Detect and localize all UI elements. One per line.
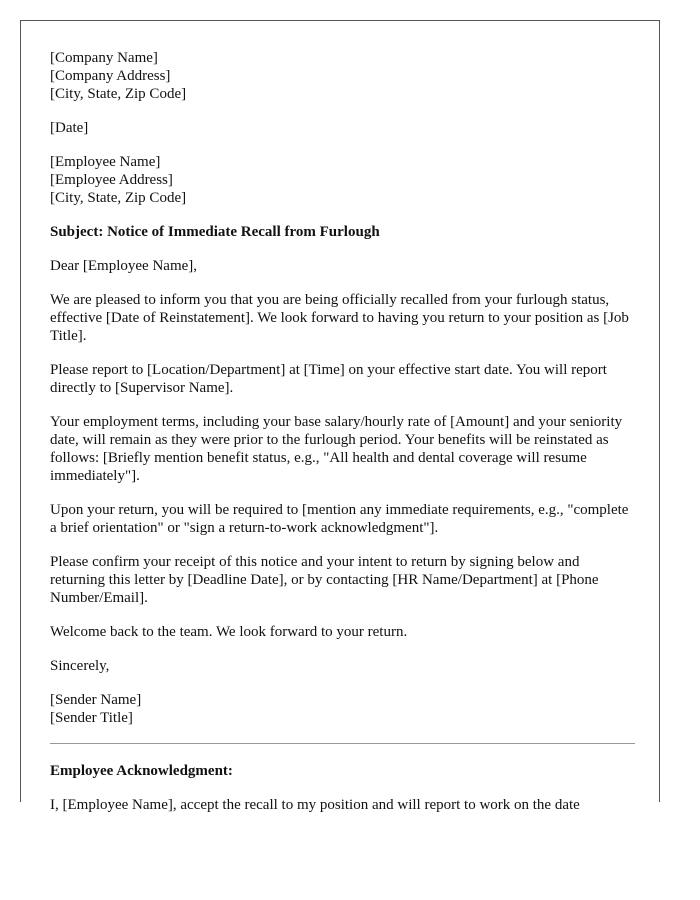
acknowledgment-text: I, [Employee Name], accept the recall to my position and will report to work on the date: [50, 797, 580, 813]
sender-address-block: [50, 49, 635, 103]
company-address: [Company Address]: [50, 68, 171, 84]
paragraph-report-details: Please report to [Location/Department] at [Time] on your effective start date. You will report directly to [Supervisor Name].: [50, 362, 607, 396]
sender-name: [Sender Name]: [50, 692, 142, 708]
letter-content: [50, 49, 635, 814]
date-block: [50, 119, 635, 137]
recipient-address-block: [50, 153, 635, 207]
paragraph-employment-terms: Your employment terms, including your base salary/hourly rate of [Amount] and your seniority date, will remain as they were prior to the furlough period. Your benefits will be reinstated as follows: [Briefly mention benefit status, e.g., "All health and dental coverage will resume immediately"].: [50, 414, 623, 484]
letter-date: [Date]: [50, 120, 89, 136]
paragraph-confirmation: Please confirm your receipt of this notice and your intent to return by signing below and returning this letter by [Deadline Date], or by contacting [HR Name/Department] at [Phone Number/Email].: [50, 554, 599, 606]
sender-title: [Sender Title]: [50, 710, 133, 726]
closing: Sincerely,: [50, 658, 110, 674]
employee-city-state-zip: [City, State, Zip Code]: [50, 190, 187, 206]
company-city-state-zip: [City, State, Zip Code]: [50, 86, 187, 102]
signature-block: [50, 691, 635, 727]
employee-name: [Employee Name]: [50, 154, 161, 170]
paragraph-welcome: Welcome back to the team. We look forward to your return.: [50, 624, 408, 640]
paragraph-recall-notice: We are pleased to inform you that you are being officially recalled from your furlough status, effective [Date of Reinstatement]. We look forward to having you return to your position as [Job Title].: [50, 292, 629, 344]
company-name: [Company Name]: [50, 50, 158, 66]
salutation: Dear [Employee Name],: [50, 258, 198, 274]
employee-address: [Employee Address]: [50, 172, 173, 188]
acknowledgment-title: Employee Acknowledgment:: [50, 763, 233, 779]
section-divider: [50, 743, 635, 744]
letter-page: [20, 20, 660, 813]
paragraph-requirements: Upon your return, you will be required to [mention any immediate requirements, e.g., "complete a brief orientation" or "sign a return-to-work acknowledgment"].: [50, 502, 629, 536]
subject-line: Subject: Notice of Immediate Recall from Furlough: [50, 224, 380, 240]
